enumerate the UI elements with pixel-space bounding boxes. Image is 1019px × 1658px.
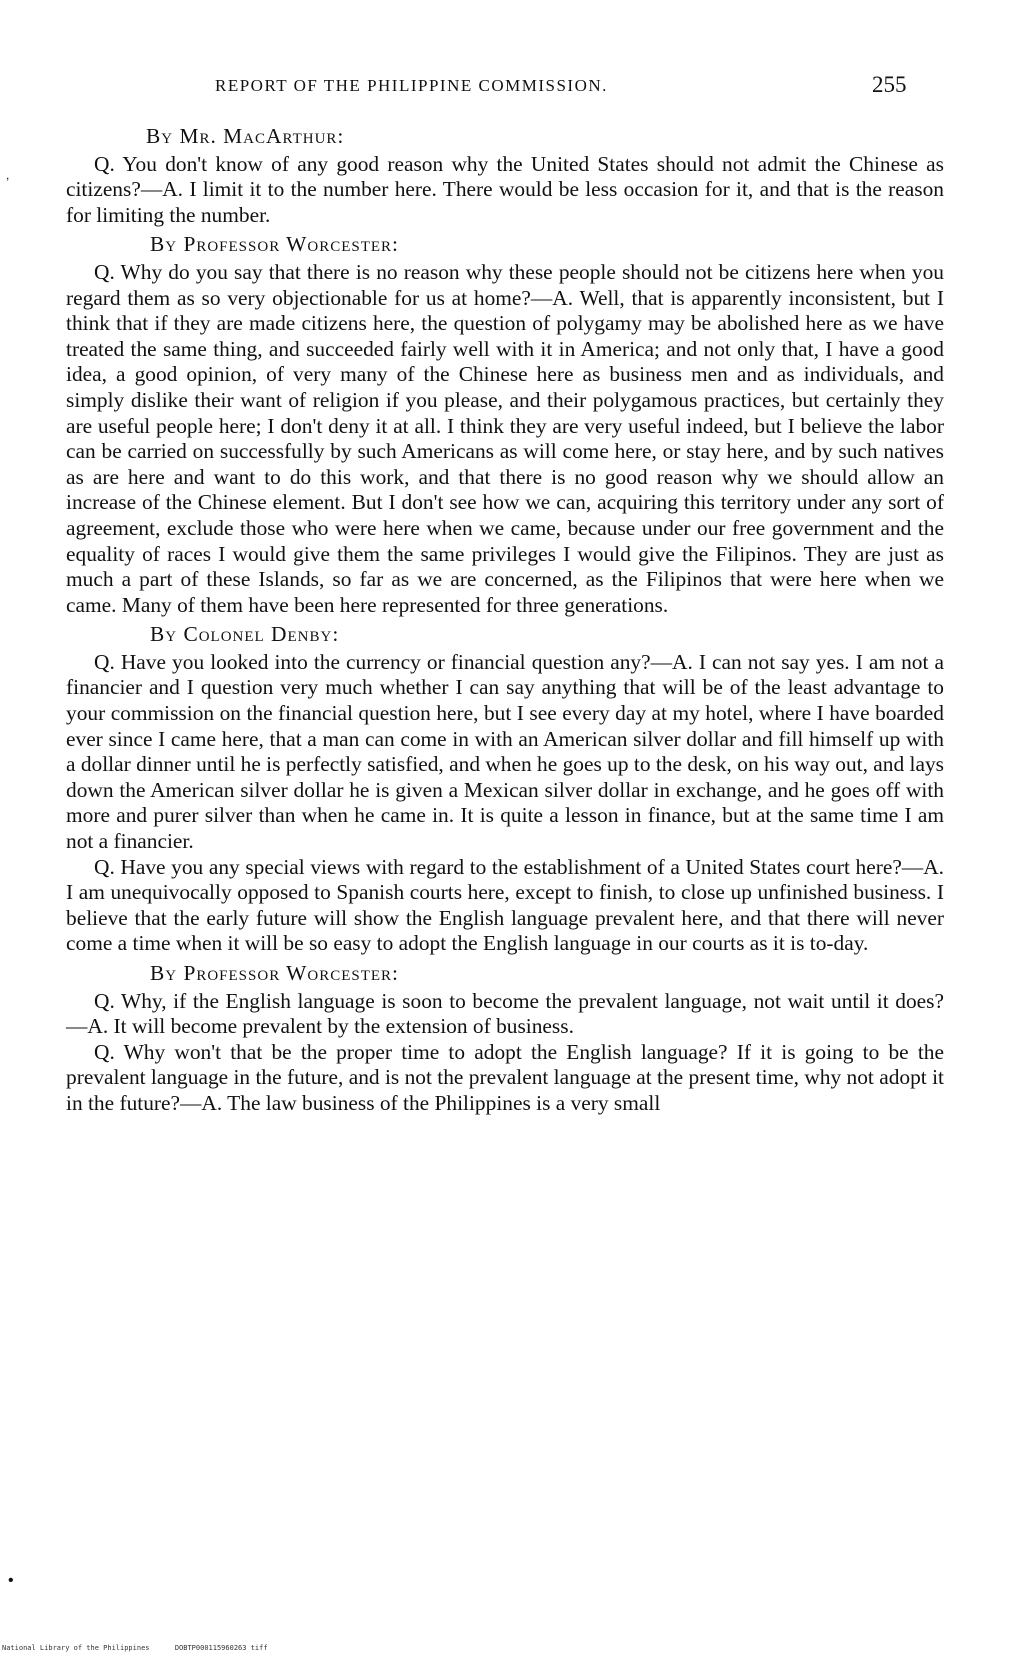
testimony-paragraph: Q. Have you looked into the currency or financial question any?—A. I can not say yes. I am not a financier and I question very much whether I can say anything that will be of the least advantage to your commission on the financial question here, but I see every day at my hotel, where I have boarded ever since I came here, that a man can come in with an American silver dollar and fill himself up with a dollar dinner until he is perfectly satisfied, and when he goes up to the desk, on his way out, and lays down the American silver dollar he is given a Mexican silver dollar in exchange, and he goes off with more and purer silver than when he came in. It is quite a lesson in finance, but at the same time I am not a financier.: [66, 649, 944, 854]
speaker-heading: By Colonel Denby:: [150, 622, 340, 647]
margin-mark-dot: •: [8, 1572, 14, 1589]
footer-source: National Library of the Philippines: [2, 1644, 150, 1652]
testimony-paragraph: Q. Have you any special views with regard to the establishment of a United States court here?—A. I am unequivocally opposed to Spanish courts here, except to finish, to close up unfinished business. I believe that the early future will show the English language prevalent here, and that there will never come a time when it will be so easy to adopt the English language in our courts as it is to-day.: [66, 854, 944, 956]
speaker-heading: By Professor Worcester:: [150, 232, 399, 257]
testimony-paragraph: Q. Why won't that be the proper time to adopt the English language? If it is going to be the prevalent language in the future, and is not the prevalent language at the present time, why not adopt it in the future?—A. The law business of the Philippines is a very small: [66, 1039, 944, 1115]
footer-file-id: DOBTP000115960263 tiff: [174, 1644, 268, 1652]
testimony-paragraph: Q. Why do you say that there is no reason why these people should not be citizens here when you regard them as so very objectionable for us at home?—A. Well, that is apparently inconsistent, but I think that if they are made citizens here, the question of polygamy may be abolished here as we have treated the same thing, and succeeded fairly well with it in America; and not only that, I have a good idea, a good opinion, of very many of the Chinese here as business men and as individuals, and simply dislike their want of religion if you please, and their polygamous practices, but certainly they are useful people here; I don't deny it at all. I think they are very useful indeed, but I believe the labor can be carried on successfully by such Americans as will come here, or stay here, and by such natives as are here and want to do this work, and that there is no good reason why we should allow an increase of the Chinese element. But I don't see how we can, acquiring this territory under any sort of agreement, exclude those who were here when we came, because under our free government and the equality of races I would give them the same privileges I would give the Filipinos. They are just as much a part of these Islands, so far as we are concerned, as the Filipinos that were here when we came. Many of them have been here represented for three generations.: [66, 259, 944, 617]
speaker-heading: By Professor Worcester:: [150, 961, 399, 985]
body-text: [66, 122, 944, 1117]
testimony-paragraph: Q. Why, if the English language is soon to become the prevalent language, not wait until it does?—A. It will become prevalent by the extension of business.: [66, 988, 944, 1039]
scan-footer: [2, 1644, 268, 1652]
running-title: REPORT OF THE PHILIPPINE COMMISSION.: [215, 76, 608, 95]
testimony-paragraph: Q. You don't know of any good reason why the United States should not admit the Chinese as citizens?—A. I limit it to the number here. There would be less occasion for it, and that is the reason for limiting the number.: [66, 151, 944, 227]
margin-mark-comma: ,: [6, 168, 10, 182]
speaker-heading: By Mr. MacArthur:: [146, 124, 345, 148]
page-number: 255: [872, 72, 907, 97]
